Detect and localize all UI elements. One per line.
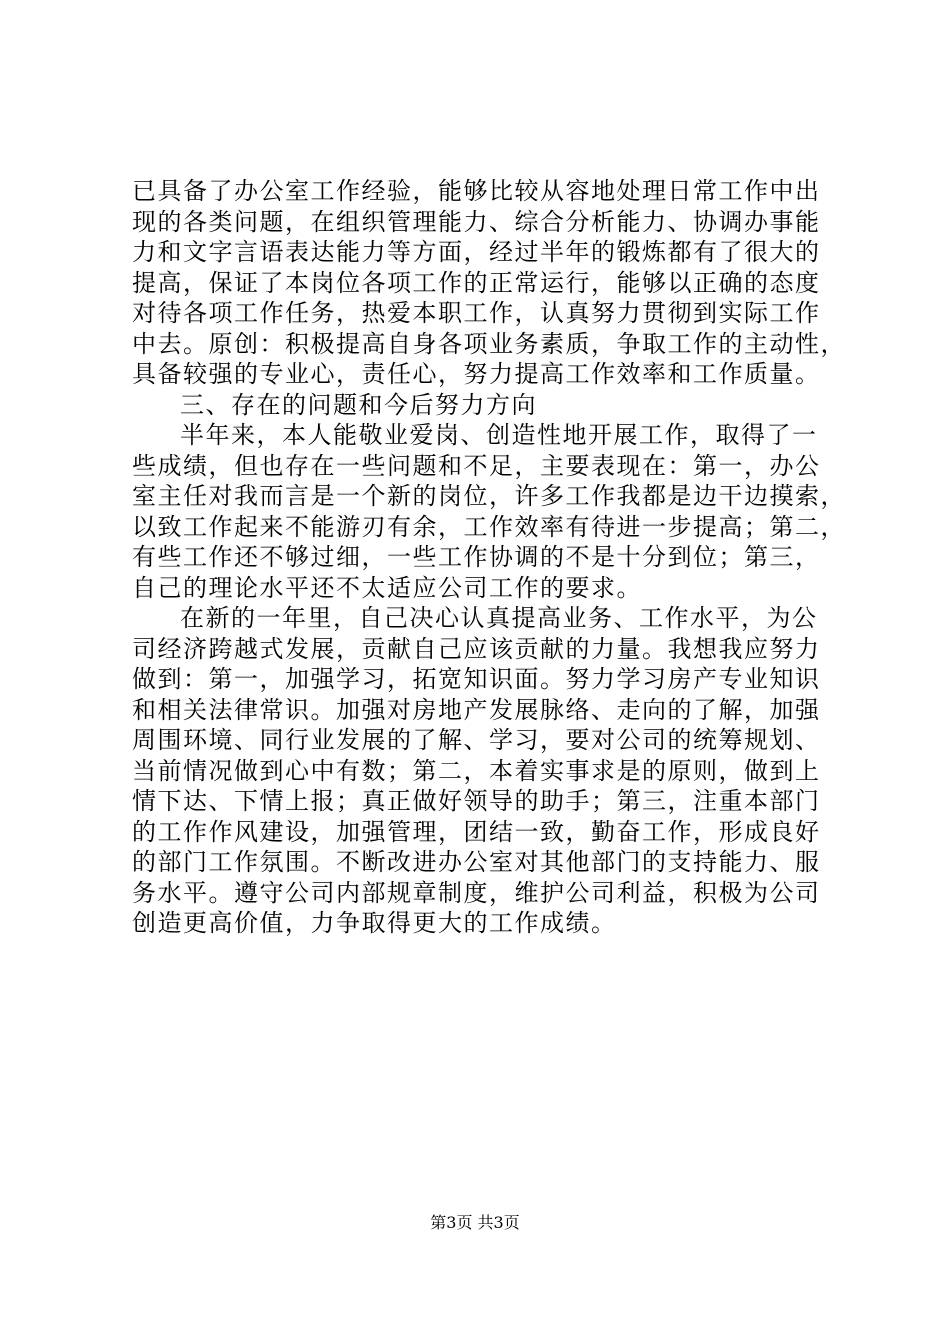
text-line: 已具备了办公室工作经验，能够比较从容地处理日常工作中出: [132, 177, 821, 205]
text-line: 以致工作起来不能游刃有余，工作效率有待进一步提高；第二，: [132, 512, 846, 541]
text-line: 力和文字言语表达能力等方面，经过半年的锻炼都有了很大的: [132, 238, 821, 266]
text-line: 当前情况做到心中有数；第二，本着实事求是的原则，做到上: [132, 756, 821, 785]
text-line: 情下达、下情上报；真正做好领导的助手；第三，注重本部门: [132, 787, 821, 815]
text-line: 些成绩，但也存在一些问题和不足，主要表现在：第一，办公: [132, 451, 821, 480]
text-line: 中去。原创：积极提高自身各项业务素质，争取工作的主动性，: [132, 329, 846, 358]
text-line: 具备较强的专业心，责任心，努力提高工作效率和工作质量。: [132, 360, 821, 388]
text-line: 有些工作还不够过细，一些工作协调的不是十分到位；第三，: [132, 543, 821, 571]
text-line: 的工作作风建设，加强管理，团结一致，勤奋工作，形成良好: [132, 817, 821, 846]
text-line: 提高，保证了本岗位各项工作的正常运行，能够以正确的态度: [132, 268, 821, 297]
page-number-footer: 第3页 共3页: [430, 1213, 520, 1232]
text-line: 自己的理论水平还不太适应公司工作的要求。: [132, 573, 642, 602]
paragraph-first-line: 半年来，本人能敬业爱岗、创造性地开展工作，取得了一: [180, 421, 818, 449]
text-line: 做到：第一，加强学习，拓宽知识面。努力学习房产专业知识: [132, 665, 821, 693]
section-heading: 三、存在的问题和今后努力方向: [180, 390, 537, 419]
text-line: 室主任对我而言是一个新的岗位，许多工作我都是边干边摸索，: [132, 482, 846, 510]
paragraph-first-line: 在新的一年里，自己决心认真提高业务、工作水平，为公: [180, 604, 818, 632]
text-line: 对待各项工作任务，热爱本职工作，认真努力贯彻到实际工作: [132, 299, 821, 327]
text-line: 周围环境、同行业发展的了解、学习，要对公司的统筹规划、: [132, 726, 821, 754]
text-line: 现的各类问题，在组织管理能力、综合分析能力、协调办事能: [132, 207, 821, 236]
text-line: 务水平。遵守公司内部规章制度，维护公司利益，积极为公司: [132, 878, 821, 907]
text-line: 创造更高价值，力争取得更大的工作成绩。: [132, 909, 617, 937]
text-line: 的部门工作氛围。不断改进办公室对其他部门的支持能力、服: [132, 848, 821, 876]
text-line: 和相关法律常识。加强对房地产发展脉络、走向的了解，加强: [132, 695, 821, 724]
document-body: [132, 176, 852, 939]
text-line: 司经济跨越式发展，贡献自己应该贡献的力量。我想我应努力: [132, 634, 821, 663]
